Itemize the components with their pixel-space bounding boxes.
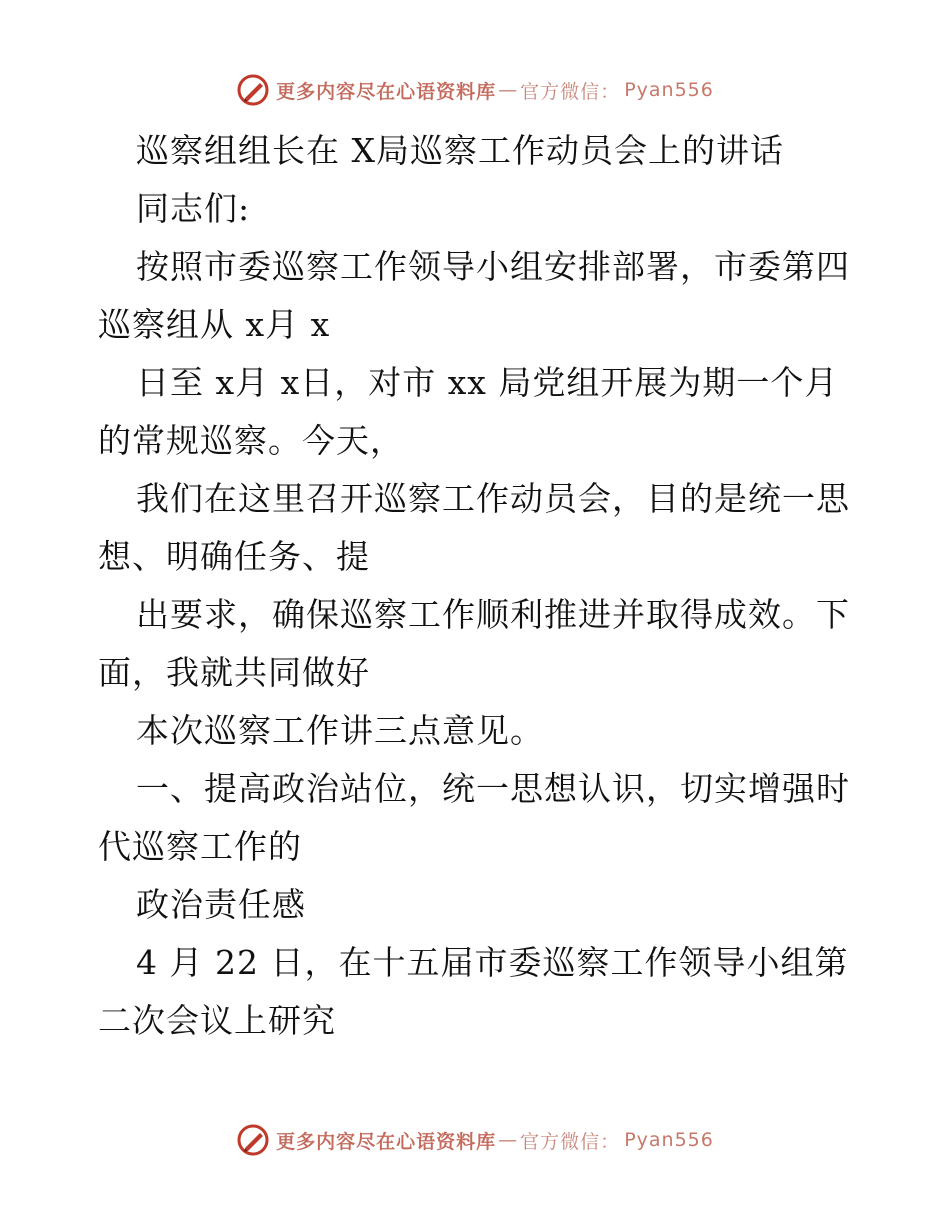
pen-logo-icon [236,73,270,107]
doc-line: 面，我就共同做好 [98,653,370,692]
doc-line: 一、提高政治站位，统一思想认识，切实增强时 [136,769,850,808]
doc-line: 想、明确任务、提 [98,537,370,576]
doc-line: 日至 x月 x日，对市 xx 局党组开展为期一个月 [136,363,839,402]
watermark-sub-text: 官方微信： [520,1130,621,1153]
pen-logo-icon [236,1123,270,1157]
watermark-banner-top [0,70,950,110]
doc-line: 代巡察工作的 [98,827,302,866]
watermark-dash: — [498,1129,519,1151]
doc-line: 政治责任感 [136,885,306,924]
watermark-banner-bottom [0,1120,950,1160]
watermark-id: Pyan556 [624,79,714,101]
doc-line: 的常规巡察。今天， [98,421,404,460]
doc-line: 按照市委巡察工作领导小组安排部署，市委第四 [136,247,850,286]
watermark-dash: — [498,79,519,101]
watermark-sub-text: 官方微信： [520,80,621,103]
doc-line: 巡察组组长在 X局巡察工作动员会上的讲话 [136,131,784,170]
doc-line: 4 月 22 日，在十五届市委巡察工作领导小组第 [136,943,849,982]
doc-line: 本次巡察工作讲三点意见。 [136,711,544,750]
doc-line: 巡察组从 x月 x [98,305,331,344]
doc-line: 同志们: [136,189,251,228]
watermark-id: Pyan556 [624,1129,714,1151]
doc-line: 二次会议上研究 [98,1001,336,1040]
watermark-main-text: 更多内容尽在心语资料库 [276,1130,497,1153]
doc-line: 出要求，确保巡察工作顺利推进并取得成效。下 [136,595,850,634]
watermark-main-text: 更多内容尽在心语资料库 [276,80,497,103]
doc-line: 我们在这里召开巡察工作动员会，目的是统一思 [136,479,850,518]
document-body [98,122,858,1050]
